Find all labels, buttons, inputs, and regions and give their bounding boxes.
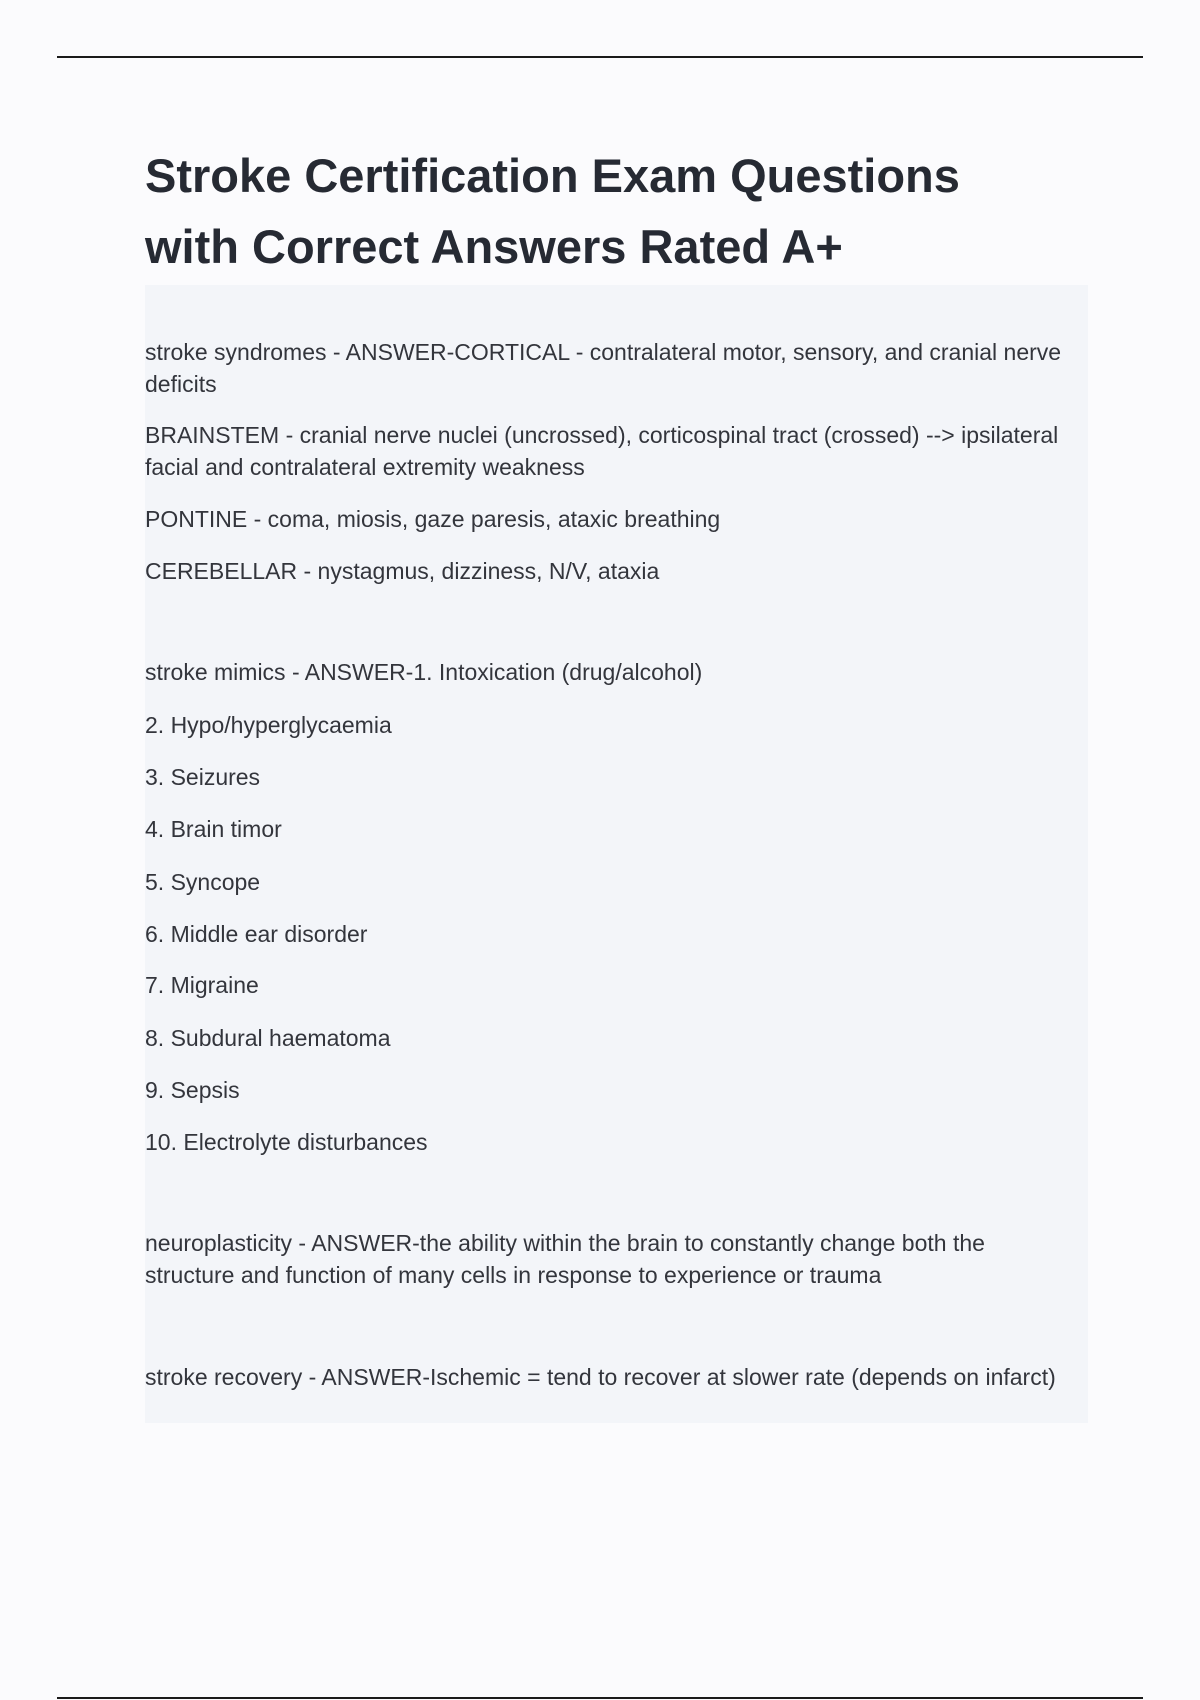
bottom-rule <box>57 1697 1143 1699</box>
top-rule <box>57 56 1143 58</box>
title-line-2: with Correct Answers Rated A+ <box>145 220 843 273</box>
paragraph-neuroplasticity: neuroplasticity - ANSWER-the ability within the brain to constantly change both the structure and function of many cells in response to experience or trauma <box>145 1230 985 1288</box>
paragraph-stroke-syndromes: stroke syndromes - ANSWER-CORTICAL - contralateral motor, sensory, and cranial nerve deficits <box>145 339 1062 397</box>
paragraph-cerebellar: CEREBELLAR - nystagmus, dizziness, N/V, ataxia <box>145 558 660 584</box>
list-item: 9. Sepsis <box>145 1077 240 1103</box>
list-item: 6. Middle ear disorder <box>145 921 368 947</box>
list-item: 8. Subdural haematoma <box>145 1025 391 1051</box>
list-item: 5. Syncope <box>145 869 261 895</box>
paragraph-brainstem: BRAINSTEM - cranial nerve nuclei (uncrossed), corticospinal tract (crossed) --> ipsilateral facial and contralateral extremity weakness <box>145 422 1059 480</box>
paragraph-stroke-mimics: stroke mimics - ANSWER-1. Intoxication (drug/alcohol) <box>145 659 703 685</box>
list-item: 7. Migraine <box>145 972 259 998</box>
list-item: 4. Brain timor <box>145 816 282 842</box>
paragraph-pontine: PONTINE - coma, miosis, gaze paresis, ataxic breathing <box>145 506 721 532</box>
list-item: 3. Seizures <box>145 764 261 790</box>
list-item: 10. Electrolyte disturbances <box>145 1129 428 1155</box>
document-title <box>145 140 1105 282</box>
title-line-1: Stroke Certification Exam Questions <box>145 149 960 202</box>
list-item: 2. Hypo/hyperglycaemia <box>145 712 392 738</box>
paragraph-stroke-recovery: stroke recovery - ANSWER-Ischemic = tend to recover at slower rate (depends on infarct) <box>145 1364 1056 1390</box>
